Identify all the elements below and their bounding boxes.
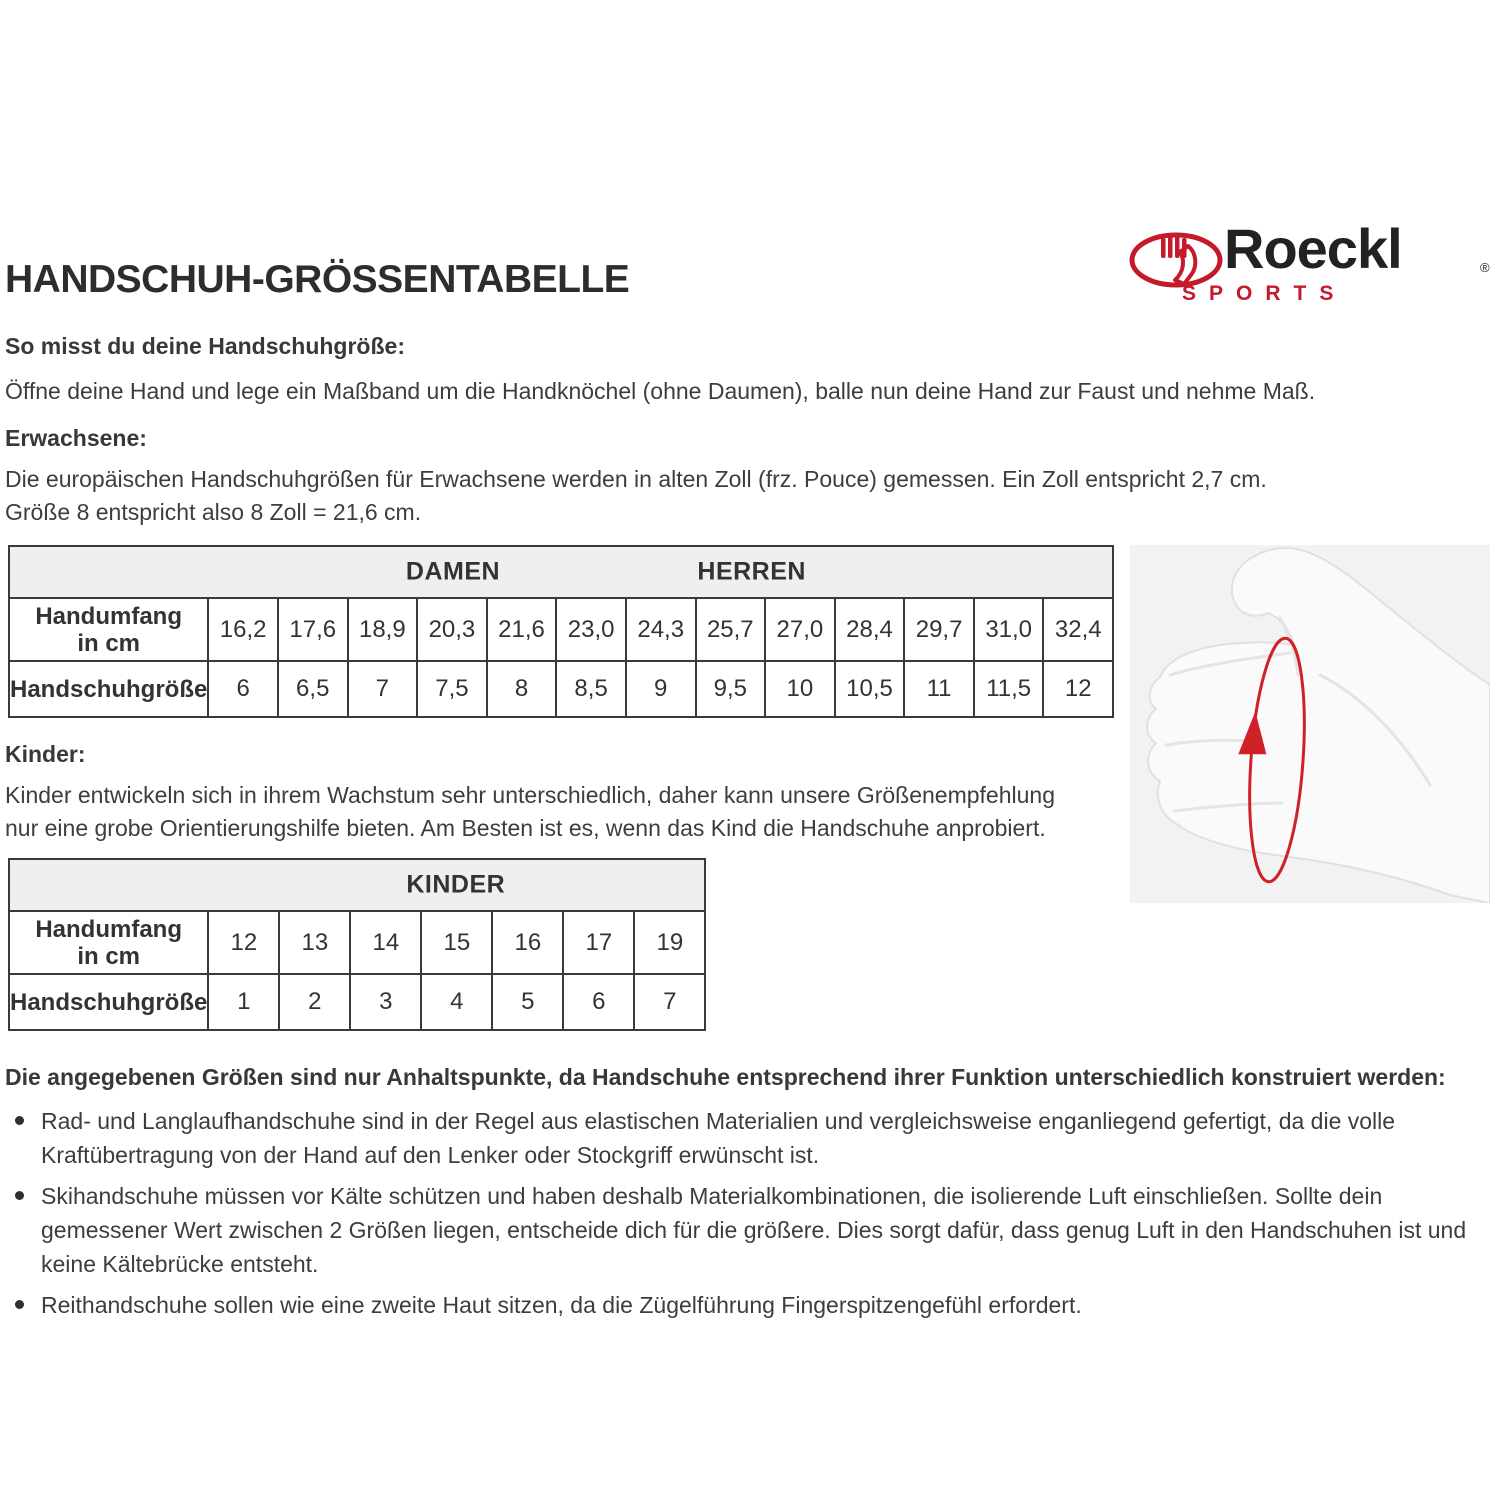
kids-table-header-row [9, 859, 705, 911]
intro-heading: So misst du deine Handschuhgröße: [5, 333, 405, 359]
cell: 31,0 [974, 598, 1044, 661]
notes-list [5, 1104, 1493, 1329]
cell: 16 [492, 911, 563, 974]
adult-circumference-row [9, 598, 1113, 661]
kids-circumference-row [9, 911, 705, 974]
cell: 16,2 [208, 598, 278, 661]
bullet-text: Reithandschuhe sollen wie eine zweite Haut sitzen, da die Zügelführung Fingerspitzengefühl erfordert. [41, 1292, 1082, 1318]
adult-size-table [8, 545, 1114, 718]
cell: 5 [492, 974, 563, 1030]
cell: 6 [563, 974, 634, 1030]
cell: 20,3 [417, 598, 487, 661]
cell: 28,4 [835, 598, 905, 661]
logo-brand-text: Roeckl [1224, 217, 1402, 280]
cell: 11 [904, 661, 974, 717]
adult-size-row [9, 661, 1113, 717]
damen-group-label: DAMEN [405, 557, 501, 586]
cell: 8 [487, 661, 557, 717]
kids-body: Kinder entwickeln sich in ihrem Wachstum sehr unterschiedlich, daher kann unsere Größenempfehlung nur eine grobe Orientierungshilfe bieten. Am Besten ist es, wenn das Kind die Handschuhe anprobiert. [5, 782, 1056, 841]
adult-size-label: Handschuhgröße [9, 661, 208, 717]
cell: 25,7 [696, 598, 766, 661]
page-title: HANDSCHUH-GRÖSSENTABELLE [5, 258, 630, 301]
cell: 32,4 [1043, 598, 1113, 661]
intro-body: Öffne deine Hand und lege ein Maßband um die Handknöchel (ohne Daumen), balle nun deine Hand zur Faust und nehme Maß. [5, 378, 1316, 404]
cell: 11,5 [974, 661, 1044, 717]
cell: 3 [350, 974, 421, 1030]
kids-size-table [8, 858, 706, 1031]
label-line2: in cm [77, 629, 141, 657]
bullet-text: Rad- und Langlaufhandschuhe sind in der Regel aus elastischen Materialien und vergleichsweise enganliegend gefertigt, da die volle Kraftübertragung von der Hand auf den Lenker oder Stockgriff erwünscht ist. [41, 1108, 1396, 1168]
cell: 6,5 [278, 661, 348, 717]
cell: 8,5 [556, 661, 626, 717]
cell: 7 [348, 661, 418, 717]
cell: 13 [279, 911, 350, 974]
label-line1: Handumfang [35, 915, 182, 943]
cell: 12 [208, 911, 279, 974]
herren-group-label: HERREN [697, 557, 806, 586]
adults-heading: Erwachsene: [5, 425, 147, 451]
cell: 19 [634, 911, 705, 974]
cell: 7,5 [417, 661, 487, 717]
kids-circumference-label [9, 911, 208, 974]
adult-table-header-cell [9, 546, 1113, 598]
cell: 17 [563, 911, 634, 974]
notes-heading: Die angegebenen Größen sind nur Anhaltspunkte, da Handschuhe entsprechend ihrer Funktion unterschiedlich konstruiert werden: [5, 1064, 1446, 1090]
cell: 1 [208, 974, 279, 1030]
bullet-item [5, 1104, 1493, 1172]
cell: 9,5 [696, 661, 766, 717]
roeckl-logo [1128, 217, 1490, 314]
cell: 24,3 [626, 598, 696, 661]
cell: 14 [350, 911, 421, 974]
registered-mark: ® [1480, 260, 1490, 275]
cell: 10 [765, 661, 835, 717]
cell: 6 [208, 661, 278, 717]
logo-sports-text: SPORTS [1182, 282, 1347, 305]
cell: 18,9 [348, 598, 418, 661]
label-line1: Handumfang [35, 602, 182, 630]
cell: 10,5 [835, 661, 905, 717]
hand-photo [1130, 545, 1490, 903]
cell: 9 [626, 661, 696, 717]
adult-circumference-label [9, 598, 208, 661]
bullet-item [5, 1288, 1493, 1322]
kinder-group-label: KINDER [406, 870, 506, 899]
cell: 15 [421, 911, 492, 974]
adult-table-header-row [9, 546, 1113, 598]
bullet-icon [15, 1116, 24, 1125]
kids-heading: Kinder: [5, 741, 86, 767]
kids-size-row [9, 974, 705, 1030]
cell: 12 [1043, 661, 1113, 717]
kids-table-header-cell [9, 859, 705, 911]
cell: 4 [421, 974, 492, 1030]
cell: 17,6 [278, 598, 348, 661]
adults-text-line1: Die europäischen Handschuhgrößen für Erwachsene werden in alten Zoll (frz. Pouce) gemessen. Ein Zoll entspricht 2,7 cm. [5, 466, 1267, 492]
cell: 21,6 [487, 598, 557, 661]
cell: 29,7 [904, 598, 974, 661]
adults-text-line2: Größe 8 entspricht also 8 Zoll = 21,6 cm. [5, 499, 422, 525]
bullet-text: Skihandschuhe müssen vor Kälte schützen und haben deshalb Materialkombinationen, die isolierende Luft einschließen. Sollte dein gemessener Wert zwischen 2 Größen liegen, entscheide dich für die größere. Dies sorgt dafür, dass genug Luft in den Handschuhen ist und keine Kältebrücke entsteht. [41, 1183, 1467, 1277]
cell: 7 [634, 974, 705, 1030]
cell: 2 [279, 974, 350, 1030]
kids-size-label: Handschuhgröße [9, 974, 208, 1030]
label-line2: in cm [77, 942, 141, 970]
bullet-icon [15, 1300, 24, 1309]
hand-measure-illustration [1130, 545, 1490, 903]
bullet-icon [15, 1191, 24, 1200]
bullet-item [5, 1179, 1493, 1281]
cell: 23,0 [556, 598, 626, 661]
cell: 27,0 [765, 598, 835, 661]
